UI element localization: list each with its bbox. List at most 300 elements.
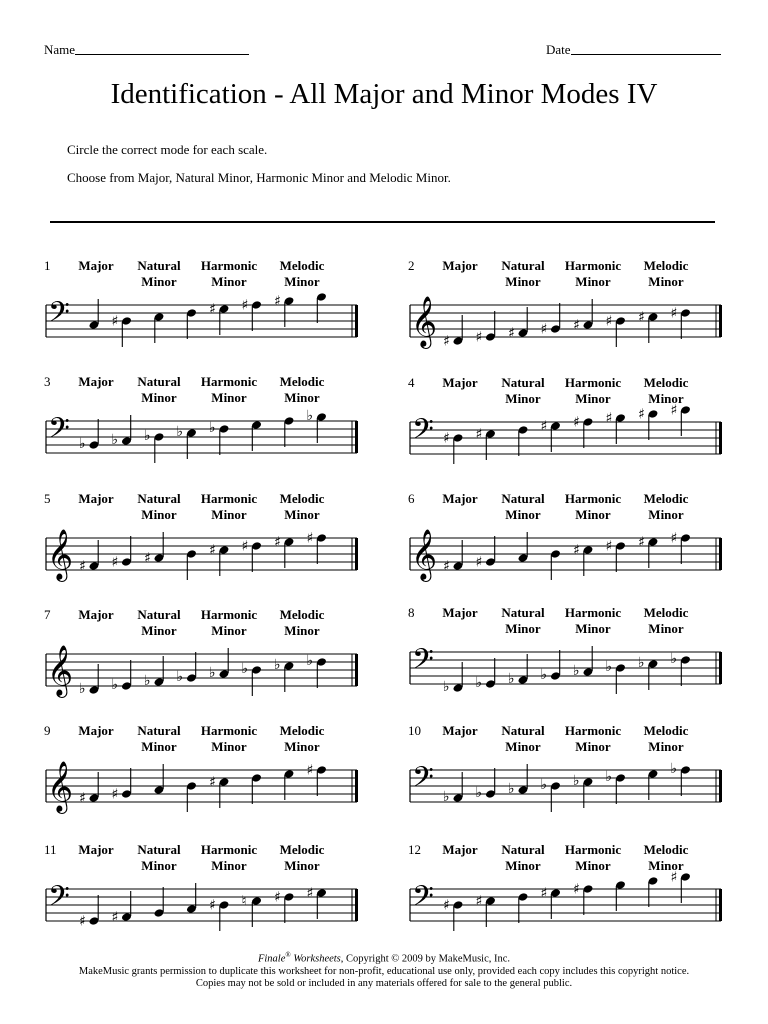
- final-barline-thick: [355, 305, 358, 337]
- flat-icon: ♭: [111, 432, 119, 448]
- sharp-icon: ♯: [144, 550, 151, 567]
- sharp-icon: ♯: [475, 554, 483, 571]
- natural-icon: ♮: [241, 893, 247, 910]
- option-label-line2: Minor: [575, 274, 611, 289]
- option-label-line1: Harmonic: [564, 375, 622, 390]
- note: [112, 891, 132, 926]
- option-label-line2: Minor: [648, 858, 684, 873]
- option-label-line2: Minor: [211, 623, 247, 638]
- option-label-line1: Natural: [501, 375, 545, 390]
- flat-icon: ♭: [475, 785, 483, 801]
- staff: [408, 518, 726, 598]
- bass-clef-icon: 𝄢: [48, 880, 70, 920]
- sharp-icon: ♯: [79, 558, 86, 575]
- option-label-line1: Melodic: [643, 605, 689, 620]
- note: [242, 298, 262, 332]
- note: [209, 543, 229, 577]
- treble-clef-icon: 𝄞: [47, 645, 74, 696]
- note: [671, 870, 691, 904]
- option-label-line2: Minor: [648, 621, 684, 636]
- note: [209, 775, 229, 809]
- bass-clef-icon: 𝄢: [48, 412, 70, 452]
- staff: [44, 750, 362, 830]
- note: [186, 308, 197, 339]
- option-label-line2: Minor: [505, 507, 541, 522]
- exercise-number: 10: [408, 723, 421, 738]
- option-label-line1: Harmonic: [564, 723, 622, 738]
- bass-clef-icon: 𝄢: [412, 643, 434, 683]
- option-label-line2: Minor: [505, 739, 541, 754]
- flat-icon: ♭: [306, 653, 314, 669]
- final-barline-thick: [355, 421, 358, 453]
- sharp-icon: ♯: [475, 426, 483, 443]
- final-barline-thick: [355, 654, 358, 686]
- flat-icon: ♭: [209, 665, 216, 681]
- option-label-line1: Natural: [501, 842, 545, 857]
- option-label-line1: Melodic: [643, 723, 689, 738]
- exercise-number: 6: [408, 491, 415, 506]
- option-label-line1: Major: [78, 607, 114, 622]
- note: [144, 532, 164, 567]
- final-barline-thick: [719, 770, 722, 802]
- sharp-icon: ♯: [111, 909, 119, 926]
- final-barline-thick: [355, 770, 358, 802]
- option-label-line1: Major: [78, 258, 114, 273]
- staff: [408, 869, 726, 949]
- note: [443, 662, 463, 695]
- option-label-line2: Minor: [648, 274, 684, 289]
- option-label-line1: Harmonic: [200, 374, 258, 389]
- staff: [44, 869, 362, 949]
- sharp-icon: ♯: [111, 554, 119, 571]
- bass-clef-icon: 𝄢: [48, 296, 70, 336]
- note: [154, 764, 165, 795]
- name-field[interactable]: [44, 42, 249, 58]
- option-label-line1: Major: [78, 842, 114, 857]
- option-label-line1: Natural: [137, 491, 181, 506]
- exercise-number: 9: [44, 723, 51, 738]
- footer-copyright: , Copyright © 2009 by MakeMusic, Inc.: [340, 953, 511, 965]
- option-label-line2: Minor: [211, 507, 247, 522]
- exercise-9: [44, 723, 364, 823]
- note: [573, 543, 593, 577]
- note: [274, 294, 294, 328]
- exercise-2: [408, 258, 728, 358]
- sharp-icon: ♯: [573, 881, 580, 898]
- option-label-line1: Melodic: [643, 375, 689, 390]
- sharp-icon: ♯: [670, 402, 678, 419]
- footer-product: Worksheets: [290, 953, 341, 965]
- sharp-icon: ♯: [443, 558, 450, 575]
- note: [209, 302, 229, 336]
- sharp-icon: ♯: [638, 309, 645, 326]
- flat-icon: ♭: [274, 657, 281, 673]
- note: [541, 303, 561, 338]
- footer-app-name: Finale: [257, 953, 286, 965]
- flat-icon: ♭: [306, 408, 314, 424]
- option-label-line2: Minor: [284, 739, 320, 754]
- option-label-line2: Minor: [505, 621, 541, 636]
- exercise-1: [44, 258, 364, 358]
- flat-icon: ♭: [176, 424, 184, 440]
- note: [112, 314, 132, 348]
- option-label-line1: Melodic: [643, 258, 689, 273]
- date-label: Date: [546, 42, 571, 57]
- sharp-icon: ♯: [443, 897, 450, 914]
- note: [615, 880, 626, 911]
- note: [541, 419, 561, 453]
- note: [606, 411, 626, 445]
- option-label-line1: Natural: [501, 491, 545, 506]
- option-label-line2: Minor: [141, 858, 177, 873]
- treble-clef-icon: 𝄞: [47, 529, 74, 580]
- final-barline-thick: [719, 305, 722, 337]
- note: [606, 314, 626, 348]
- note: [508, 764, 528, 797]
- note: [573, 646, 593, 679]
- note: [671, 306, 691, 340]
- sharp-icon: ♯: [209, 301, 216, 318]
- name-label: Name: [44, 42, 76, 57]
- option-label-line1: Natural: [137, 374, 181, 389]
- note: [476, 427, 496, 461]
- option-label-line1: Natural: [137, 842, 181, 857]
- note: [177, 652, 197, 685]
- note: [476, 768, 496, 801]
- staff: [44, 518, 362, 598]
- treble-clef-icon: 𝄞: [47, 761, 74, 812]
- option-label-line2: Minor: [211, 274, 247, 289]
- option-label-line1: Natural: [501, 605, 545, 620]
- note: [112, 415, 132, 448]
- note: [284, 416, 295, 447]
- note: [112, 660, 132, 693]
- note: [284, 769, 295, 800]
- option-label-line1: Major: [442, 491, 478, 506]
- option-label-line1: Harmonic: [564, 258, 622, 273]
- option-label-line1: Natural: [137, 723, 181, 738]
- final-barline-thick: [719, 422, 722, 454]
- date-line: [571, 54, 721, 55]
- option-label-line2: Minor: [575, 621, 611, 636]
- flat-icon: ♭: [670, 761, 678, 777]
- note: [186, 549, 197, 580]
- note: [508, 307, 528, 342]
- sharp-icon: ♯: [111, 786, 119, 803]
- option-label-line2: Minor: [211, 390, 247, 405]
- note: [79, 772, 99, 807]
- sharp-icon: ♯: [79, 913, 86, 930]
- note: [443, 772, 463, 805]
- note: [508, 654, 528, 687]
- note: [648, 876, 659, 907]
- instruction-line-1: Circle the correct mode for each scale.: [67, 142, 268, 157]
- option-label-line2: Minor: [648, 391, 684, 406]
- flat-icon: ♭: [508, 781, 515, 797]
- divider-rule: [50, 221, 715, 223]
- option-label-line2: Minor: [648, 507, 684, 522]
- option-label-line1: Melodic: [643, 842, 689, 857]
- note: [606, 539, 626, 573]
- note: [671, 403, 691, 437]
- exercise-3: [44, 374, 364, 474]
- note: [550, 549, 561, 580]
- flat-icon: ♭: [443, 789, 450, 805]
- footer-line-2: MakeMusic grants permission to duplicate this worksheet for non-profit, educational use only, provided each copy includes this copyright notice.: [78, 965, 690, 977]
- option-label-line2: Minor: [141, 274, 177, 289]
- option-label-line2: Minor: [141, 390, 177, 405]
- note: [274, 890, 294, 924]
- flat-icon: ♭: [540, 667, 548, 683]
- bass-clef-icon: 𝄢: [412, 880, 434, 920]
- option-label-line2: Minor: [575, 858, 611, 873]
- note: [112, 536, 132, 571]
- exercise-number: 11: [44, 842, 57, 857]
- sharp-icon: ♯: [670, 305, 678, 322]
- note: [251, 420, 262, 451]
- sharp-icon: ♯: [670, 869, 678, 886]
- option-label-line1: Harmonic: [200, 842, 258, 857]
- note: [671, 531, 691, 565]
- note: [79, 540, 99, 575]
- note: [443, 898, 463, 932]
- note: [307, 886, 327, 920]
- sharp-icon: ♯: [274, 534, 281, 551]
- sharp-icon: ♯: [209, 897, 216, 914]
- staff: [408, 632, 726, 712]
- option-label-line2: Minor: [575, 391, 611, 406]
- sharp-icon: ♯: [443, 333, 450, 350]
- option-label-line1: Major: [442, 723, 478, 738]
- option-label-line1: Melodic: [279, 491, 325, 506]
- note: [573, 415, 593, 449]
- option-label-line1: Melodic: [279, 607, 325, 622]
- final-barline-thick: [355, 889, 358, 921]
- footer-line-1: [0, 949, 768, 966]
- final-barline-thick: [719, 538, 722, 570]
- option-label-line2: Minor: [211, 739, 247, 754]
- note: [443, 315, 463, 350]
- note: [79, 664, 99, 697]
- treble-clef-icon: 𝄞: [411, 296, 438, 347]
- note: [648, 769, 659, 800]
- final-barline-thick: [719, 889, 722, 921]
- flat-icon: ♭: [241, 661, 249, 677]
- exercise-number: 1: [44, 258, 51, 273]
- note: [154, 312, 165, 343]
- note: [186, 781, 197, 812]
- exercise-7: [44, 607, 364, 707]
- sharp-icon: ♯: [573, 542, 580, 559]
- option-label-line1: Natural: [137, 607, 181, 622]
- option-label-line2: Minor: [211, 858, 247, 873]
- option-label-line2: Minor: [648, 739, 684, 754]
- flat-icon: ♭: [79, 681, 86, 697]
- flat-icon: ♭: [443, 679, 450, 695]
- option-label-line1: Melodic: [279, 723, 325, 738]
- option-label-line1: Major: [442, 258, 478, 273]
- sharp-icon: ♯: [573, 317, 580, 334]
- option-label-line1: Major: [78, 723, 114, 738]
- exercise-number: 7: [44, 607, 51, 622]
- option-label-line2: Minor: [141, 623, 177, 638]
- option-label-line2: Minor: [141, 507, 177, 522]
- sharp-icon: ♯: [540, 885, 548, 902]
- sharp-icon: ♯: [241, 297, 249, 314]
- note: [638, 310, 658, 344]
- flat-icon: ♭: [475, 675, 483, 691]
- staff: [44, 401, 362, 481]
- exercise-8: [408, 605, 728, 705]
- note: [638, 535, 658, 569]
- flat-icon: ♭: [540, 777, 548, 793]
- sharp-icon: ♯: [274, 293, 281, 310]
- option-label-line2: Minor: [284, 858, 320, 873]
- option-label-line1: Harmonic: [200, 491, 258, 506]
- exercise-number: 12: [408, 842, 421, 857]
- sharp-icon: ♯: [605, 410, 613, 427]
- exercise-6: [408, 491, 728, 591]
- note: [89, 299, 100, 330]
- note: [638, 407, 658, 441]
- note: [518, 425, 529, 456]
- final-barline-thick: [719, 652, 722, 684]
- sharp-icon: ♯: [605, 313, 613, 330]
- exercise-number: 3: [44, 374, 51, 389]
- flat-icon: ♭: [670, 651, 678, 667]
- sharp-icon: ♯: [111, 313, 119, 330]
- footer: [0, 949, 768, 990]
- name-line: [75, 54, 249, 55]
- option-label-line2: Minor: [284, 623, 320, 638]
- note: [112, 768, 132, 803]
- option-label-line1: Melodic: [279, 842, 325, 857]
- sharp-icon: ♯: [540, 418, 548, 435]
- note: [476, 536, 496, 571]
- sharp-icon: ♯: [475, 893, 483, 910]
- flat-icon: ♭: [111, 677, 119, 693]
- option-label-line2: Minor: [575, 507, 611, 522]
- flat-icon: ♭: [209, 420, 216, 436]
- note: [209, 648, 229, 681]
- note: [209, 898, 229, 932]
- sharp-icon: ♯: [209, 774, 216, 791]
- option-label-line2: Minor: [284, 274, 320, 289]
- option-label-line2: Minor: [284, 507, 320, 522]
- sharp-icon: ♯: [209, 542, 216, 559]
- option-label-line2: Minor: [284, 390, 320, 405]
- option-label-line2: Minor: [141, 739, 177, 754]
- note: [443, 540, 463, 575]
- note: [242, 894, 262, 928]
- exercise-4: [408, 375, 728, 475]
- note: [307, 763, 327, 797]
- flat-icon: ♭: [605, 769, 613, 785]
- flat-icon: ♭: [573, 773, 580, 789]
- option-label-line1: Harmonic: [200, 258, 258, 273]
- note: [307, 408, 327, 443]
- option-label-line1: Harmonic: [564, 491, 622, 506]
- flat-icon: ♭: [144, 428, 151, 444]
- note: [476, 311, 496, 346]
- option-label-line1: Major: [78, 374, 114, 389]
- note: [443, 431, 463, 465]
- option-label-line1: Natural: [137, 258, 181, 273]
- sharp-icon: ♯: [670, 530, 678, 547]
- option-label-line2: Minor: [575, 739, 611, 754]
- sharp-icon: ♯: [79, 790, 86, 807]
- exercise-number: 8: [408, 605, 415, 620]
- sharp-icon: ♯: [638, 534, 645, 551]
- staff: [408, 285, 726, 365]
- sharp-icon: ♯: [540, 321, 548, 338]
- flat-icon: ♭: [79, 436, 86, 452]
- note: [541, 886, 561, 920]
- note: [186, 883, 197, 914]
- sharp-icon: ♯: [475, 329, 483, 346]
- note: [242, 539, 262, 573]
- flat-icon: ♭: [144, 673, 151, 689]
- exercise-number: 2: [408, 258, 415, 273]
- option-label-line1: Melodic: [643, 491, 689, 506]
- option-label-line1: Harmonic: [564, 605, 622, 620]
- note: [573, 882, 593, 916]
- sharp-icon: ♯: [605, 538, 613, 555]
- staff: [44, 285, 362, 365]
- option-label-line1: Natural: [501, 258, 545, 273]
- option-label-line2: Minor: [505, 858, 541, 873]
- option-label-line1: Harmonic: [200, 723, 258, 738]
- final-barline-thick: [355, 538, 358, 570]
- option-label-line1: Harmonic: [200, 607, 258, 622]
- page-title: Identification - All Major and Minor Modes IV: [110, 78, 658, 110]
- note: [476, 658, 496, 691]
- sharp-icon: ♯: [508, 325, 515, 342]
- sharp-icon: ♯: [306, 762, 314, 779]
- note: [274, 535, 294, 569]
- bass-clef-icon: 𝄢: [412, 413, 434, 453]
- footer-line-3: Copies may not be sold or included in any materials offered for sale to the general public.: [195, 977, 573, 989]
- treble-clef-icon: 𝄞: [411, 529, 438, 580]
- note: [316, 292, 327, 323]
- exercise-10: [408, 723, 728, 823]
- option-label-line1: Major: [442, 375, 478, 390]
- note: [518, 892, 529, 923]
- note: [541, 650, 561, 683]
- exercise-5: [44, 491, 364, 591]
- footer-reg-mark: ®: [285, 951, 291, 959]
- sharp-icon: ♯: [573, 414, 580, 431]
- sharp-icon: ♯: [274, 889, 281, 906]
- note: [251, 773, 262, 804]
- note: [79, 419, 99, 452]
- instruction-line-2: Choose from Major, Natural Minor, Harmonic Minor and Melodic Minor.: [67, 170, 451, 185]
- note: [307, 531, 327, 565]
- option-label-line1: Melodic: [279, 374, 325, 389]
- option-label-line1: Natural: [501, 723, 545, 738]
- staff: [44, 634, 362, 714]
- note: [154, 887, 165, 918]
- option-label-line2: Minor: [505, 274, 541, 289]
- date-field[interactable]: [546, 42, 721, 58]
- staff: [408, 402, 726, 482]
- flat-icon: ♭: [176, 669, 184, 685]
- sharp-icon: ♯: [241, 538, 249, 555]
- bass-clef-icon: 𝄢: [412, 761, 434, 801]
- sharp-icon: ♯: [306, 885, 314, 902]
- exercise-12: [408, 842, 728, 942]
- sharp-icon: ♯: [443, 430, 450, 447]
